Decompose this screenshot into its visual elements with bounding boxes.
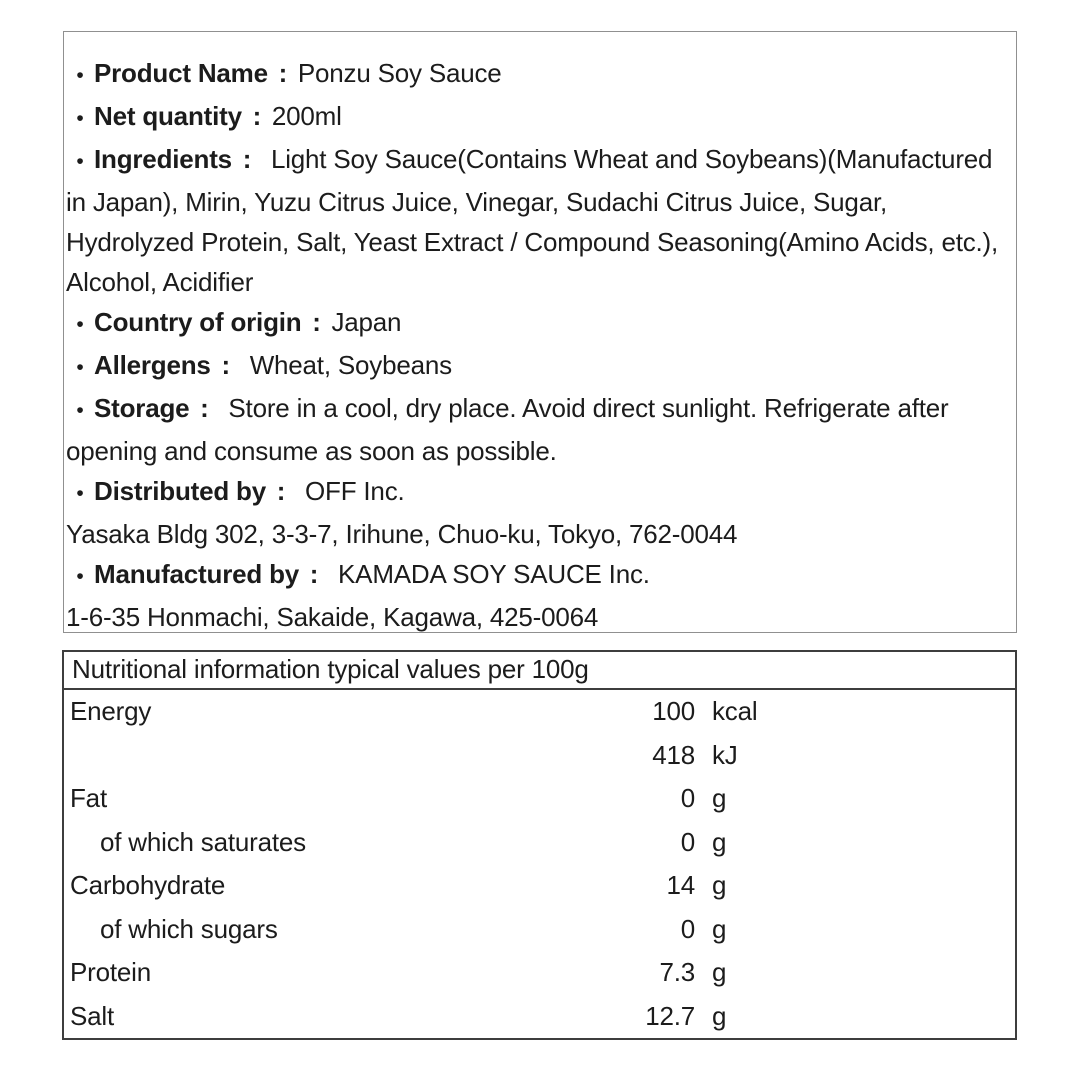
field-label: Storage bbox=[94, 393, 190, 423]
nutrient-name: Energy bbox=[70, 696, 152, 727]
colon-separator: : bbox=[200, 393, 209, 423]
bullet-icon: • bbox=[76, 107, 84, 130]
bullet-icon: • bbox=[76, 150, 84, 173]
bullet-icon: • bbox=[76, 399, 84, 422]
bullet-icon: • bbox=[76, 313, 84, 336]
field-label: Ingredients bbox=[94, 144, 232, 174]
nutrient-name: Salt bbox=[70, 1000, 115, 1031]
field-value: Store in a cool, dry place. Avoid direct sunlight. Refrigerate after opening and consume as soon as possible. bbox=[66, 393, 949, 466]
nutrient-value: 7.3 bbox=[659, 957, 695, 988]
nutrient-value: 100 bbox=[652, 696, 695, 727]
nutrient-value: 0 bbox=[680, 913, 695, 944]
bullet-icon: • bbox=[76, 356, 84, 379]
field-value: OFF Inc. bbox=[305, 476, 405, 506]
field-label: Country of origin bbox=[94, 307, 302, 337]
nutrient-name: Carbohydrate bbox=[70, 870, 226, 901]
table-row-carbohydrate bbox=[64, 864, 1015, 908]
nutrient-name: of which sugars bbox=[100, 913, 278, 944]
nutrient-unit: kJ bbox=[712, 739, 738, 770]
nutrient-value: 0 bbox=[680, 783, 695, 814]
distributor-address: Yasaka Bldg 302, 3-3-7, Irihune, Chuo-ku, Tokyo, 762-0044 bbox=[66, 519, 738, 549]
field-value: Ponzu Soy Sauce bbox=[297, 58, 502, 88]
field-label: Distributed by bbox=[94, 476, 266, 506]
colon-separator: : bbox=[312, 307, 321, 337]
table-row-fat bbox=[64, 777, 1015, 821]
field-label: Product Name bbox=[94, 58, 268, 88]
info-row-product-name bbox=[66, 53, 1014, 96]
nutrient-unit: g bbox=[712, 957, 727, 988]
field-value: KAMADA SOY SAUCE Inc. bbox=[338, 559, 650, 589]
nutrient-unit: g bbox=[712, 1000, 727, 1031]
field-label: Allergens bbox=[94, 350, 211, 380]
table-row-energy-kj bbox=[64, 734, 1015, 778]
nutrient-value: 0 bbox=[680, 826, 695, 857]
nutrient-unit: g bbox=[712, 783, 727, 814]
colon-separator: : bbox=[309, 559, 319, 589]
nutrient-unit: g bbox=[712, 870, 727, 901]
field-value: 200ml bbox=[271, 101, 342, 131]
colon-separator: : bbox=[276, 476, 286, 506]
field-value: Japan bbox=[331, 307, 402, 337]
info-row-storage bbox=[66, 388, 1014, 471]
nutrient-unit: g bbox=[712, 826, 727, 857]
nutrition-table bbox=[62, 650, 1017, 1040]
colon-separator: : bbox=[278, 58, 288, 88]
table-row-sugars bbox=[64, 908, 1015, 952]
bullet-icon: • bbox=[76, 64, 84, 87]
info-row-manufactured-by bbox=[66, 554, 1014, 633]
nutrient-name: Fat bbox=[70, 783, 107, 814]
table-row-salt bbox=[64, 995, 1015, 1039]
nutrition-header: Nutritional information typical values per 100g bbox=[64, 652, 1015, 690]
field-value: Light Soy Sauce(Contains Wheat and Soybeans)(Manufactured in Japan), Mirin, Yuzu Citrus Juice, Vinegar, Sudachi Citrus Juice, Sugar, Hydrolyzed Protein, Salt, Yeast Extract / Compound Seasoning(Amino Acids, etc.), Alcohol, Acidifier bbox=[66, 144, 999, 297]
info-row-allergens bbox=[66, 345, 1014, 388]
colon-separator: : bbox=[242, 144, 252, 174]
table-row-protein bbox=[64, 951, 1015, 995]
bullet-icon: • bbox=[76, 482, 84, 505]
nutrient-name: Protein bbox=[70, 957, 151, 988]
colon-separator: : bbox=[221, 350, 230, 380]
nutrient-unit: g bbox=[712, 913, 727, 944]
nutrient-value: 12.7 bbox=[645, 1000, 695, 1031]
nutrient-name: of which saturates bbox=[100, 826, 306, 857]
nutrient-unit: kcal bbox=[712, 696, 758, 727]
nutrition-body bbox=[64, 690, 1015, 1038]
info-row-ingredients bbox=[66, 139, 1014, 302]
colon-separator: : bbox=[252, 101, 262, 131]
manufacturer-address: 1-6-35 Honmachi, Sakaide, Kagawa, 425-0064 bbox=[66, 602, 599, 632]
table-row-saturates bbox=[64, 821, 1015, 865]
field-label: Net quantity bbox=[94, 101, 242, 131]
info-row-distributed-by bbox=[66, 471, 1014, 554]
bullet-icon: • bbox=[76, 565, 84, 588]
info-row-net-quantity bbox=[66, 96, 1014, 139]
info-row-country-of-origin bbox=[66, 302, 1014, 345]
field-value: Wheat, Soybeans bbox=[249, 350, 452, 380]
product-info-panel bbox=[63, 31, 1017, 633]
field-label: Manufactured by bbox=[94, 559, 300, 589]
table-row-energy-kcal bbox=[64, 690, 1015, 734]
nutrient-value: 14 bbox=[666, 870, 695, 901]
nutrient-value: 418 bbox=[652, 739, 695, 770]
